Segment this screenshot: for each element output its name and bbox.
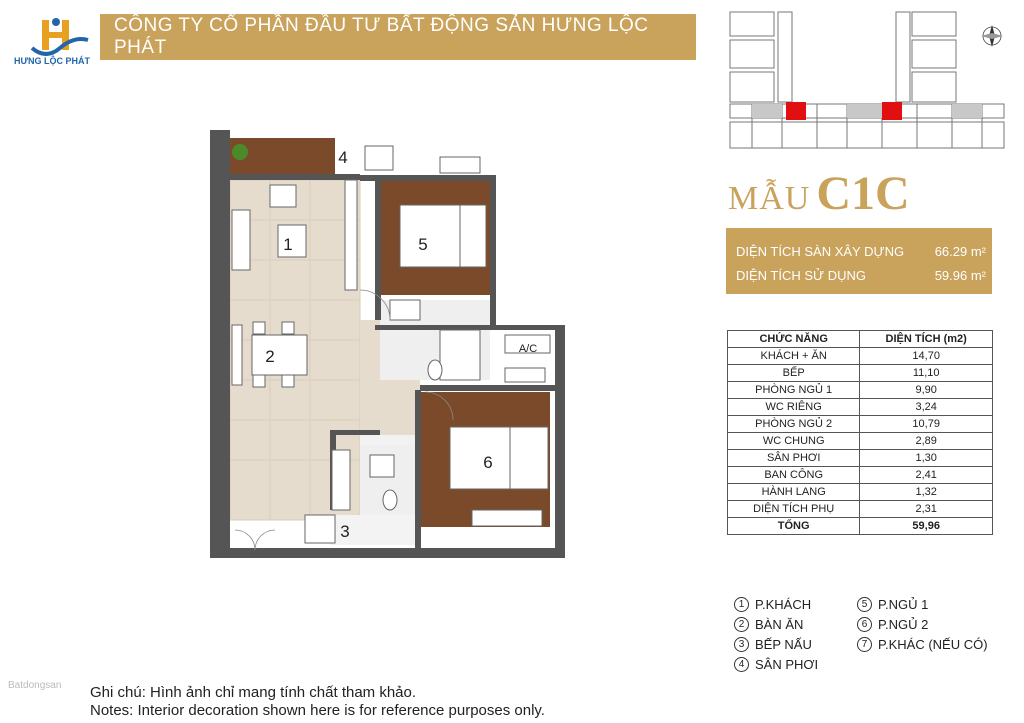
area-value: 66.29 m² bbox=[934, 244, 986, 259]
area-summary-box bbox=[726, 228, 992, 294]
legend-item bbox=[734, 637, 812, 652]
table-row bbox=[728, 467, 993, 484]
table-cell: BAN CÔNG bbox=[728, 467, 860, 484]
legend-number: 5 bbox=[857, 597, 872, 612]
table-row bbox=[728, 382, 993, 399]
table-row bbox=[728, 416, 993, 433]
note-en: Notes: Interior decoration shown here is for reference purposes only. bbox=[90, 702, 545, 719]
table-row bbox=[728, 501, 993, 518]
table-cell: 11,10 bbox=[860, 365, 993, 382]
table-total-row bbox=[728, 518, 993, 535]
table-row bbox=[728, 450, 993, 467]
legend-item bbox=[734, 617, 803, 632]
room-label-1: 1 bbox=[283, 235, 293, 254]
table-cell: HÀNH LANG bbox=[728, 484, 860, 501]
table-cell: 9,90 bbox=[860, 382, 993, 399]
area-label: DIỆN TÍCH SÀN XÂY DỰNG bbox=[736, 244, 905, 259]
room-label-5: 5 bbox=[418, 235, 428, 254]
table-cell: WC RIÊNG bbox=[728, 399, 860, 416]
area-value: 59.96 m² bbox=[934, 268, 986, 283]
area-table bbox=[727, 330, 993, 535]
area-row-usable bbox=[736, 268, 986, 283]
model-code: C1C bbox=[816, 167, 910, 220]
area-row-construction bbox=[736, 244, 986, 259]
table-cell: 2,31 bbox=[860, 501, 993, 518]
legend-item bbox=[857, 617, 928, 632]
table-header-function: CHỨC NĂNG bbox=[728, 331, 860, 348]
legend-label: P.KHÁC (NẾU CÓ) bbox=[878, 637, 988, 652]
note-vi: Ghi chú: Hình ảnh chỉ mang tính chất tham khảo. bbox=[90, 684, 417, 701]
compass-icon bbox=[981, 25, 1003, 47]
legend-number: 7 bbox=[857, 637, 872, 652]
legend-number: 1 bbox=[734, 597, 749, 612]
table-cell: 3,24 bbox=[860, 399, 993, 416]
table-cell: 1,30 bbox=[860, 450, 993, 467]
table-cell: 10,79 bbox=[860, 416, 993, 433]
logo-text: HƯNG LỘC PHÁT bbox=[14, 56, 90, 66]
header-bar bbox=[100, 14, 696, 60]
legend-number: 6 bbox=[857, 617, 872, 632]
room-label-3: 3 bbox=[340, 522, 350, 541]
ac-label: A/C bbox=[518, 343, 538, 355]
table-cell: SÂN PHƠI bbox=[728, 450, 860, 467]
building-keyplan bbox=[722, 6, 1012, 158]
unit-highlight-right bbox=[882, 102, 902, 120]
legend-label: P.NGỦ 2 bbox=[878, 617, 929, 632]
legend-label: P.NGỦ 1 bbox=[878, 597, 929, 612]
legend-item bbox=[857, 597, 928, 612]
table-row bbox=[728, 348, 993, 365]
table-cell: BẾP bbox=[728, 365, 860, 382]
legend-item bbox=[734, 657, 818, 672]
model-title bbox=[728, 166, 910, 221]
table-header-area: DIỆN TÍCH (m2) bbox=[860, 331, 993, 348]
legend-label: SÂN PHƠI bbox=[755, 657, 819, 672]
table-row bbox=[728, 365, 993, 382]
legend-number: 3 bbox=[734, 637, 749, 652]
table-cell: DIỆN TÍCH PHỤ bbox=[728, 501, 860, 518]
table-cell: 2,89 bbox=[860, 433, 993, 450]
table-row bbox=[728, 484, 993, 501]
table-row bbox=[728, 399, 993, 416]
legend-item bbox=[857, 637, 988, 652]
room-label-2: 2 bbox=[265, 347, 275, 366]
area-label: DIỆN TÍCH SỬ DỤNG bbox=[736, 268, 867, 283]
table-cell: 14,70 bbox=[860, 348, 993, 365]
table-cell: TỔNG bbox=[728, 518, 860, 535]
legend-number: 4 bbox=[734, 657, 749, 672]
legend-label: BÀN ĂN bbox=[755, 617, 804, 632]
legend-label: P.KHÁCH bbox=[755, 597, 812, 612]
table-cell: PHÒNG NGỦ 1 bbox=[728, 382, 860, 399]
floor-plan bbox=[210, 130, 565, 558]
table-cell: 2,41 bbox=[860, 467, 993, 484]
legend-number: 2 bbox=[734, 617, 749, 632]
table-cell: PHÒNG NGỦ 2 bbox=[728, 416, 860, 433]
table-cell: KHÁCH + ĂN bbox=[728, 348, 860, 365]
table-cell: 59,96 bbox=[860, 518, 993, 535]
company-name: CÔNG TY CỔ PHẦN ĐẦU TƯ BẤT ĐỘNG SẢN HƯNG LỘC PHÁT bbox=[114, 15, 649, 58]
table-cell: WC CHUNG bbox=[728, 433, 860, 450]
table-cell: 1,32 bbox=[860, 484, 993, 501]
model-prefix: MẪU bbox=[728, 180, 811, 217]
watermark: Batdongsan bbox=[8, 680, 62, 691]
table-header-row bbox=[728, 331, 993, 348]
legend-label: BẾP NẤU bbox=[755, 637, 812, 652]
unit-highlight-left bbox=[786, 102, 806, 120]
legend-item bbox=[734, 597, 811, 612]
room-label-4: 4 bbox=[338, 148, 348, 167]
room-label-6: 6 bbox=[483, 453, 493, 472]
table-row bbox=[728, 433, 993, 450]
